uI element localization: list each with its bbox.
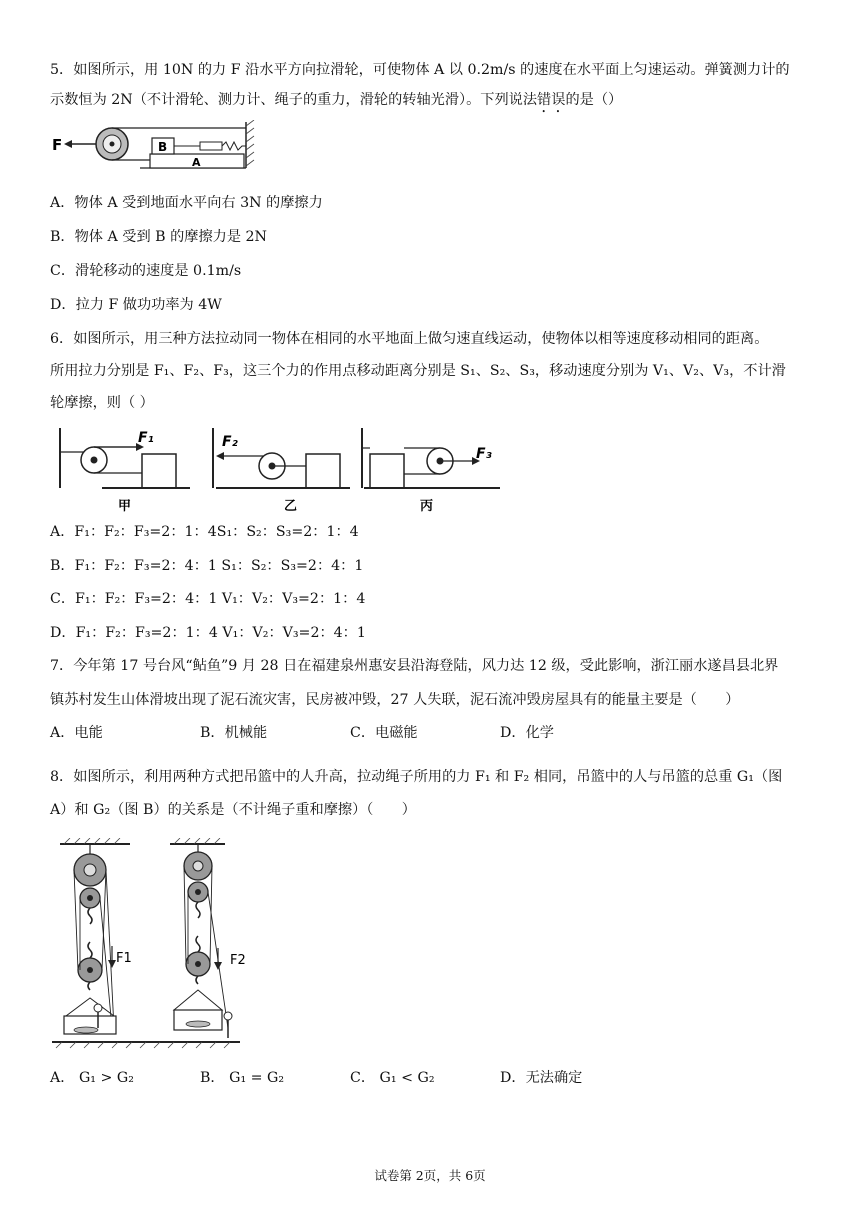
q7-option-b: B．机械能: [200, 725, 268, 741]
q6-caption-jia: 甲: [118, 499, 132, 514]
q5-label-b: B: [158, 140, 168, 154]
q5-emphasis-word: 错误: [537, 92, 566, 108]
q6-label-f3: F₃: [476, 446, 492, 462]
q8-option-d: D．无法确定: [500, 1070, 583, 1086]
q6-label-f2: F₂: [222, 434, 238, 450]
q6-caption-yi: 乙: [284, 499, 298, 514]
q6-option-c: C．F₁：F₂：F₃=2：4：1 V₁：V₂：V₃=2：1：4: [50, 591, 366, 607]
q5-label-f: F: [52, 136, 63, 154]
q8-stem-line1: 8．如图所示，利用两种方式把吊篮中的人升高，拉动绳子所用的力 F₁ 和 F₂ 相同，吊篮中的人与吊篮的总重 G₁（图: [50, 769, 783, 785]
q5-option-c: C．滑轮移动的速度是 0.1m/s: [50, 263, 242, 279]
q5-figure: [50, 120, 260, 172]
q6-stem-line3: 轮摩擦，则（ ）: [50, 395, 154, 411]
q6-option-b: B．F₁：F₂：F₃=2：4：1 S₁：S₂：S₃=2：4：1: [50, 558, 364, 574]
q6-option-a: A．F₁：F₂：F₃=2：1：4S₁：S₂：S₃=2：1：4: [50, 524, 359, 540]
q7-options: [50, 723, 830, 743]
q8-option-a: A． G₁ > G₂: [50, 1070, 134, 1086]
q7-option-a: A．电能: [50, 725, 103, 741]
q5-stem-line2-b: 的是（）: [565, 92, 623, 108]
q8-figure: [50, 838, 310, 1054]
q6-option-d: D．F₁：F₂：F₃=2：1：4 V₁：V₂：V₃=2：4：1: [50, 625, 366, 641]
q6-caption-bing: 丙: [420, 499, 434, 514]
q5-option-a: A．物体 A 受到地面水平向右 3N 的摩擦力: [50, 195, 323, 211]
q5-stem-line2-a: 示数恒为 2N（不计滑轮、测力计、绳子的重力，滑轮的转轴光滑）。下列说法: [50, 92, 538, 108]
q8-option-b: B． G₁ = G₂: [200, 1070, 285, 1086]
q7-option-c: C．电磁能: [350, 725, 418, 741]
q8-options: [50, 1068, 830, 1088]
q6-stem-line2: 所用拉力分别是 F₁、F₂、F₃，这三个力的作用点移动距离分别是 S₁、S₂、S₃，移动速度分别为 V₁、V₂、V₃，不计滑: [50, 363, 786, 379]
q6-label-f1: F₁: [138, 430, 154, 446]
q8-option-c: C． G₁ < G₂: [350, 1070, 435, 1086]
q7-stem-line2: 镇苏村发生山体滑坡出现了泥石流灾害，民房被冲毁，27 人失联，泥石流冲毁房屋具有的能量主要是（ ）: [50, 692, 740, 708]
q7-stem-line1: 7．今年第 17 号台风“鲇鱼”9 月 28 日在福建泉州惠安县沿海登陆，风力达 12 级，受此影响，浙江丽水遂昌县北界: [50, 658, 779, 674]
q5-stem-line1: 5．如图所示，用 10N 的力 F 沿水平方向拉滑轮，可使物体 A 以 0.2m/s 的速度在水平面上匀速运动。弹簧测力计的: [50, 62, 790, 78]
q8-label-f1: F1: [116, 951, 132, 966]
q6-stem-line1: 6．如图所示，用三种方法拉动同一物体在相同的水平地面上做匀速直线运动，使物体以相等速度移动相同的距离。: [50, 331, 769, 347]
q5-option-d: D．拉力 F 做功功率为 4W: [50, 297, 222, 313]
q7-option-d: D．化学: [500, 725, 554, 741]
q5-label-a: A: [192, 156, 201, 169]
q8-label-f2: F2: [230, 953, 246, 968]
q8-stem-line2: A）和 G₂（图 B）的关系是（不计绳子重和摩擦）（ ）: [50, 802, 416, 818]
q5-stem-line2: [50, 90, 622, 116]
q6-figure: [50, 422, 510, 514]
q5-option-b: B．物体 A 受到 B 的摩擦力是 2N: [50, 229, 267, 245]
page-footer: 试卷第 2页，共 6页: [374, 1168, 486, 1183]
